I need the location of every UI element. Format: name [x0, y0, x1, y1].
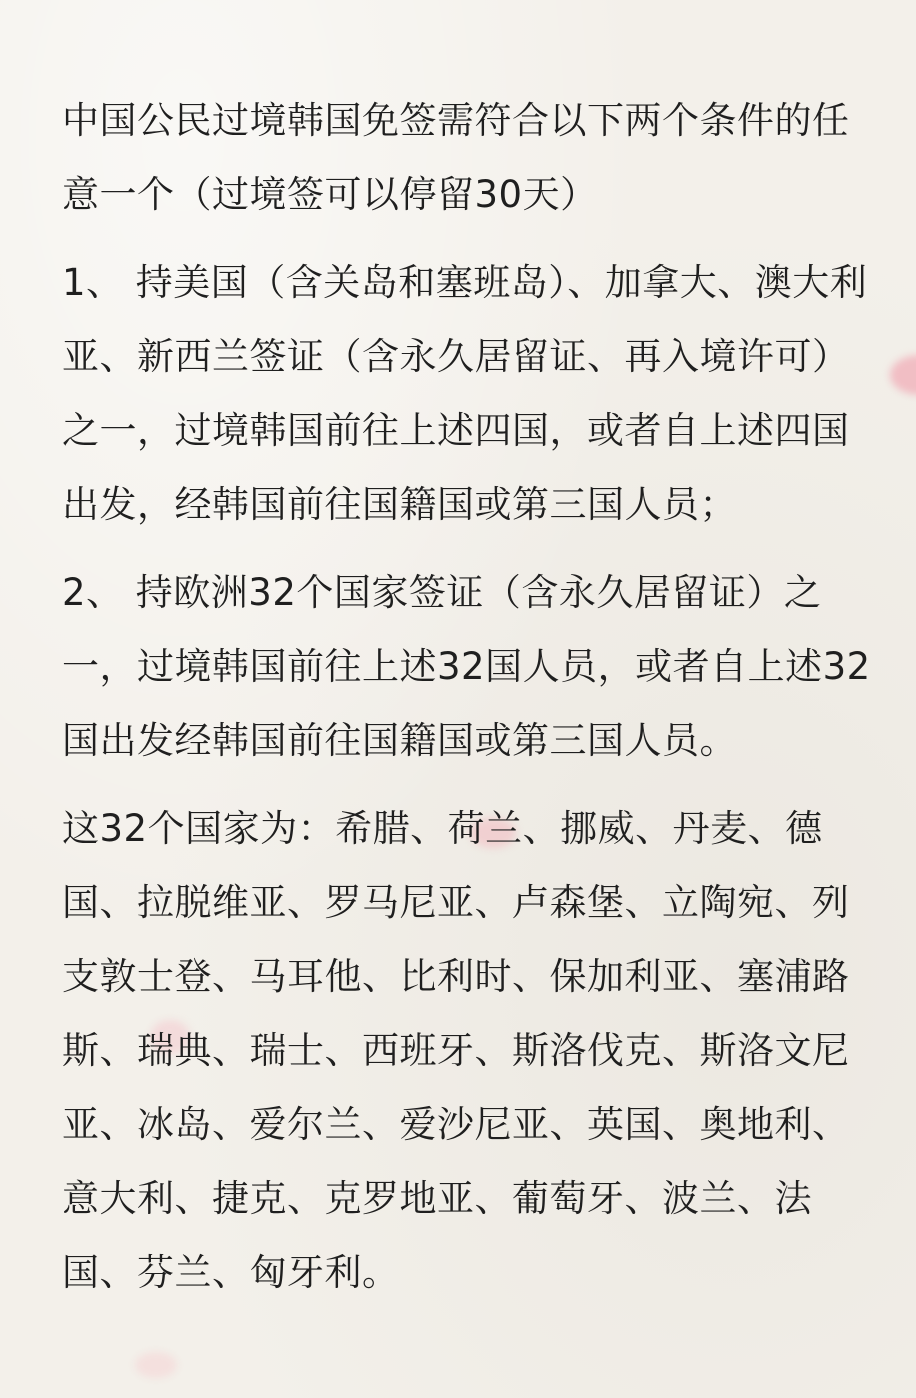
condition-2-paragraph: 2、 持欧洲32个国家签证（含永久居留证）之一，过境韩国前往上述32国人员，或者自上述32国出发经韩国前往国籍国或第三国人员。 [62, 571, 871, 762]
paragraph-gap [62, 542, 874, 556]
paragraph-gap [62, 778, 874, 792]
petal-decoration [135, 1352, 177, 1378]
intro-paragraph: 中国公民过境韩国免签需符合以下两个条件的任意一个（过境签可以停留30天） [62, 99, 850, 216]
note-content [62, 84, 874, 1310]
condition-1-paragraph: 1、 持美国（含关岛和塞班岛）、加拿大、澳大利亚、新西兰签证（含永久居留证、再入境许可）之一，过境韩国前往上述四国，或者自上述四国出发，经韩国前往国籍国或第三国人员； [62, 261, 868, 526]
paragraph-gap [62, 232, 874, 246]
countries-paragraph: 这32个国家为：希腊、荷兰、挪威、丹麦、德国、拉脱维亚、罗马尼亚、卢森堡、立陶宛、列支敦士登、马耳他、比利时、保加利亚、塞浦路斯、瑞典、瑞士、西班牙、斯洛伐克、斯洛文尼亚、冰岛、爱尔兰、爱沙尼亚、英国、奥地利、意大利、捷克、克罗地亚、葡萄牙、波兰、法国、芬兰、匈牙利。 [62, 807, 850, 1294]
